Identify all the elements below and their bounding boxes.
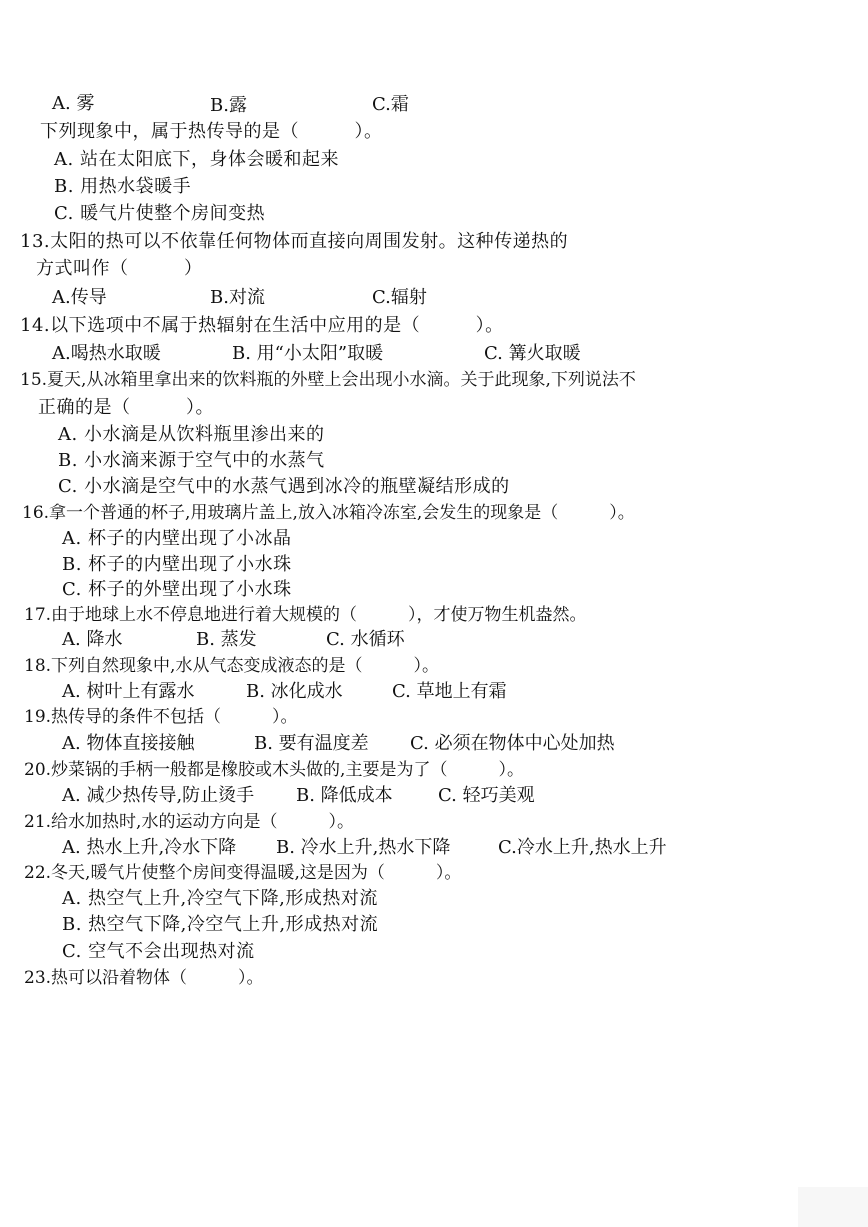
question-16-option-a: A. 杯子的内壁出现了小冰晶 [62,528,292,549]
q14-option-a: A.喝热水取暖 [52,343,161,364]
q14-option-b: B. 用“小太阳”取暖 [232,343,384,364]
q18-option-c: C. 草地上有霜 [392,681,507,702]
q17-option-b: B. 蒸发 [196,629,257,650]
q20-option-c: C. 轻巧美观 [438,785,535,806]
q14-option-c: C. 篝火取暖 [484,343,581,364]
question-19-text: 19.热传导的条件不包括（ ）。 [24,707,298,727]
q20-option-b: B. 降低成本 [296,785,393,806]
q19-option-b: B. 要有温度差 [254,733,369,754]
q19-option-c: C. 必须在物体中心处加热 [410,733,615,754]
q18-option-a: A. 树叶上有露水 [62,681,195,702]
question-15-option-b: B. 小水滴来源于空气中的水蒸气 [58,450,325,471]
question-14-text: 14.以下选项中不属于热辐射在生活中应用的是（ ）。 [20,315,504,336]
q20-option-a: A. 减少热传导,防止烫手 [62,785,255,806]
question-22-option-b: B. 热空气下降,冷空气上升,形成热对流 [62,914,379,935]
question-22-option-c: C. 空气不会出现热对流 [62,941,255,962]
question-17-text: 17.由于地球上水不停息地进行着大规模的（ ），才使万物生机盎然。 [24,605,587,625]
question-12-text: 下列现象中，属于热传导的是（ ）。 [40,121,383,142]
question-15-text: 15.夏天,从冰箱里拿出来的饮料瓶的外壁上会出现小水滴。关于此现象,下列说法不 [20,370,636,390]
q12-option-b: B.露 [210,95,247,116]
q13-option-a: A.传导 [52,287,107,308]
q12-option-c: C.霜 [372,94,409,115]
question-21-text: 21.给水加热时,水的运动方向是（ ）。 [24,812,354,832]
q17-option-a: A. 降水 [62,629,123,650]
question-18-text: 18.下列自然现象中,水从气态变成液态的是（ ）。 [24,656,439,676]
question-13-text-cont: 方式叫作（ ） [36,258,203,279]
q21-option-b: B. 冷水上升,热水下降 [276,837,451,858]
question-20-text: 20.炒菜锅的手柄一般都是橡胶或木头做的,主要是为了（ ）。 [24,760,524,780]
question-13-text: 13.太阳的热可以不依靠任何物体而直接向周围发射。这种传递热的 [20,231,569,252]
question-22-text: 22.冬天,暖气片使整个房间变得温暖,这是因为（ ）。 [24,863,462,883]
question-12-option-b: B. 用热水袋暖手 [54,176,192,197]
question-15-text-cont: 正确的是（ ）。 [38,397,214,418]
question-15-option-c: C. 小水滴是空气中的水蒸气遇到冰冷的瓶壁凝结形成的 [58,476,510,497]
q12-option-a: A. 雾 [52,93,95,114]
scan-shadow [798,1187,868,1227]
q13-option-c: C.辐射 [372,287,427,308]
question-16-option-b: B. 杯子的内壁出现了小水珠 [62,554,292,575]
question-22-option-a: A. 热空气上升,冷空气下降,形成热对流 [62,888,378,909]
question-23-text: 23.热可以沿着物体（ ）。 [24,968,264,988]
question-16-text: 16.拿一个普通的杯子,用玻璃片盖上,放入冰箱冷冻室,会发生的现象是（ ）。 [22,503,635,523]
q18-option-b: B. 冰化成水 [246,681,343,702]
q19-option-a: A. 物体直接接触 [62,733,195,754]
question-12-option-c: C. 暖气片使整个房间变热 [54,203,266,224]
question-15-option-a: A. 小水滴是从饮料瓶里渗出来的 [58,424,325,445]
q13-option-b: B.对流 [210,287,265,308]
question-12-option-a: A. 站在太阳底下，身体会暖和起来 [54,149,339,170]
question-16-option-c: C. 杯子的外壁出现了小水珠 [62,579,292,600]
q17-option-c: C. 水循环 [326,629,405,650]
q21-option-c: C.冷水上升,热水上升 [498,837,667,858]
q21-option-a: A. 热水上升,冷水下降 [62,837,237,858]
